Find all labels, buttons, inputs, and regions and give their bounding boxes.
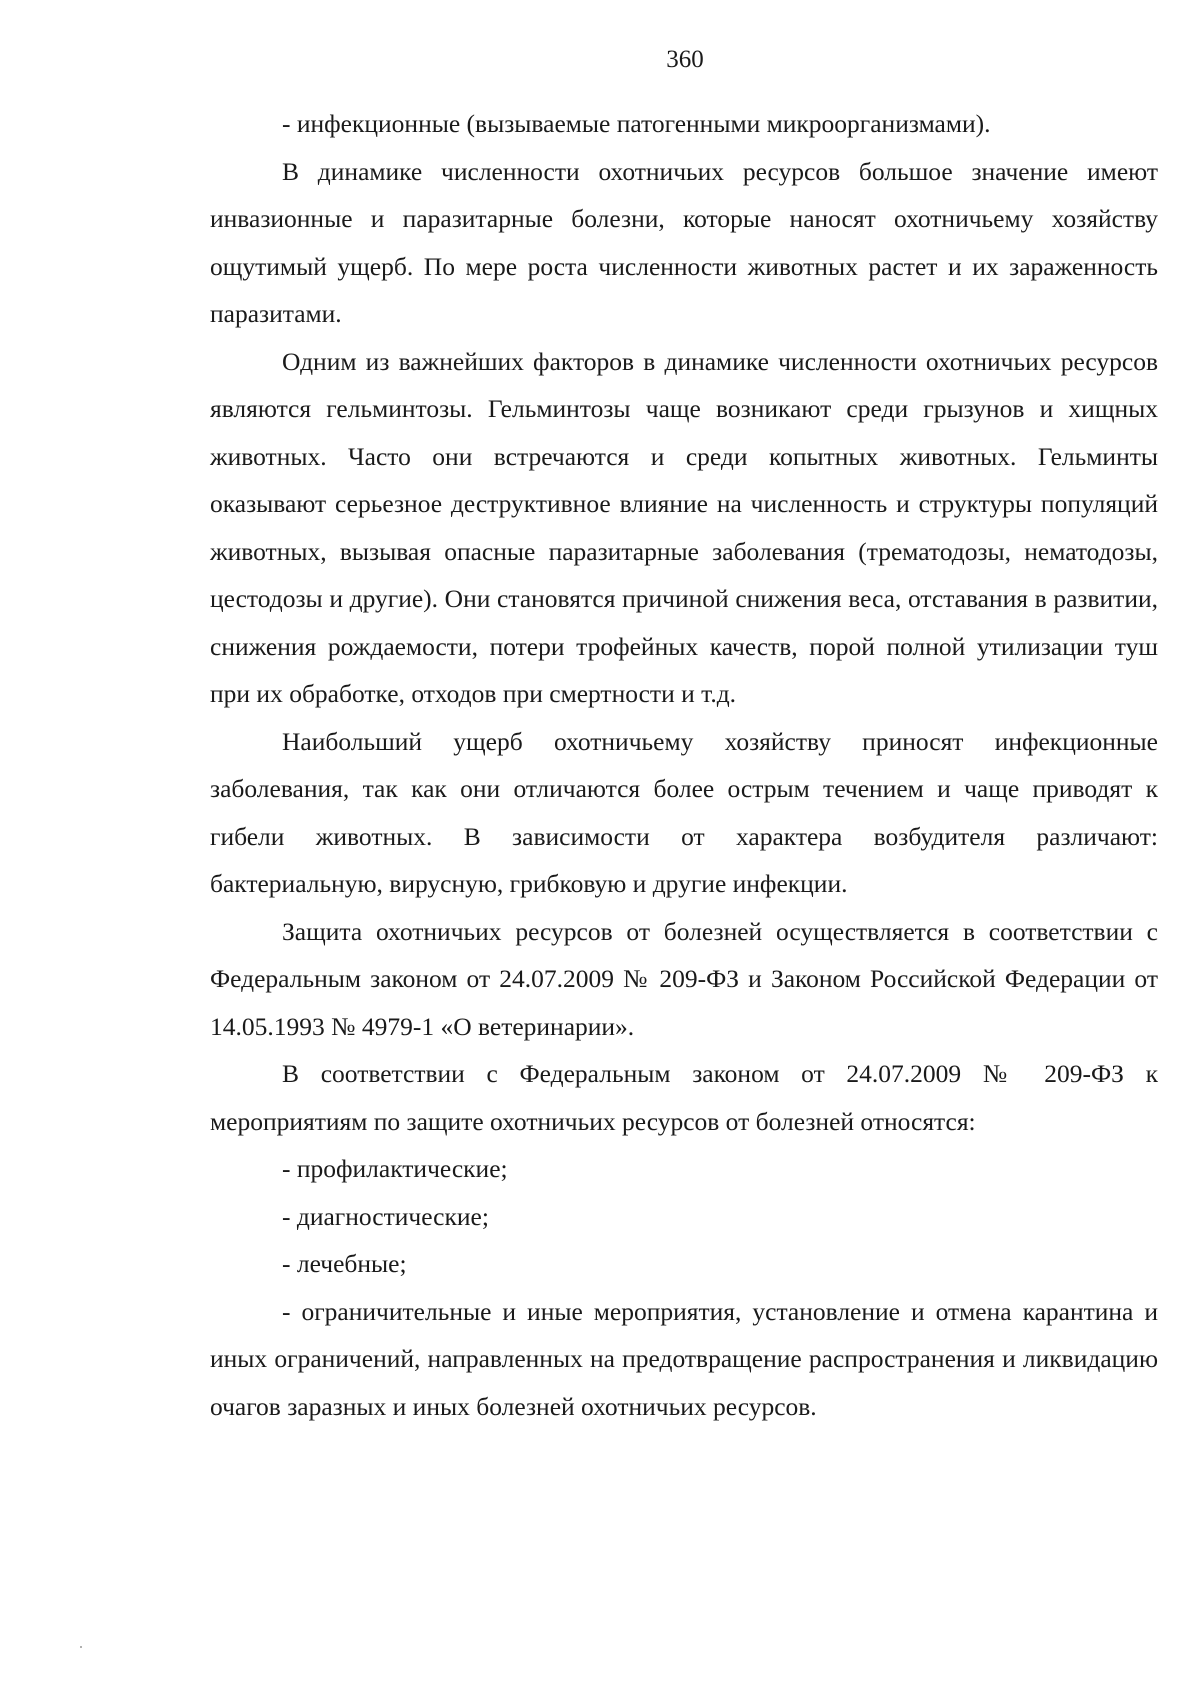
paragraph-helminthiasis: Одним из важнейших факторов в динамике численности охотничьих ресурсов являются гельминтозы. Гельминтозы чаще возникают среди грызунов и хищных животных. Часто они встречаются и среди копытных животных. Гельминты оказывают серьезное деструктивное влияние на численность и структуры популяций животных, вызывая опасные паразитарные заболевания (трематодозы, нематодозы, цестодозы и другие). Они становятся причиной снижения веса, отставания в развитии, снижения рождаемости, потери трофейных качеств, порой полной утилизации туш при их обработке, отходов при смертности и т.д.: [210, 346, 1158, 708]
paragraph-protection-measures: В соответствии с Федеральным законом от 24.07.2009 № 209-ФЗ к мероприятиям по защите охотничьих ресурсов от болезней относятся:: [210, 1059, 1158, 1136]
list-item-preventive: - профилактические;: [282, 1154, 508, 1183]
scan-speck: [80, 1646, 82, 1648]
page-body: [210, 100, 1158, 1430]
paragraph-legal-protection: Защита охотничьих ресурсов от болезней осуществляется в соответствии с Федеральным законом от 24.07.2009 № 209-ФЗ и Законом Российской Федерации от 14.05.1993 № 4979-1 «О ветеринарии».: [210, 916, 1158, 1041]
paragraph-infectious-damage: Наибольший ущерб охотничьему хозяйству приносят инфекционные заболевания, так как они отличаются более острым течением и чаще приводят к гибели животных. В зависимости от характера возбудителя различают: бактериальную, вирусную, грибковую и другие инфекции.: [210, 726, 1158, 898]
paragraph-invasive-diseases: В динамике численности охотничьих ресурсов большое значение имеют инвазионные и паразитарные болезни, которые наносят охотничьему хозяйству ощутимый ущерб. По мере роста численности животных растет и их зараженность паразитами.: [210, 156, 1158, 328]
list-item-therapeutic: - лечебные;: [282, 1249, 407, 1278]
page-number: 360: [666, 46, 704, 73]
list-item-infectious: - инфекционные (вызываемые патогенными микроорганизмами).: [282, 109, 991, 138]
list-item-restrictive: - ограничительные и иные мероприятия, установление и отмена карантина и иных ограничений, направленных на предотвращение распространения и ликвидацию очагов заразных и иных болезней охотничьих ресурсов.: [210, 1296, 1158, 1421]
list-item-diagnostic: - диагностические;: [282, 1201, 489, 1231]
